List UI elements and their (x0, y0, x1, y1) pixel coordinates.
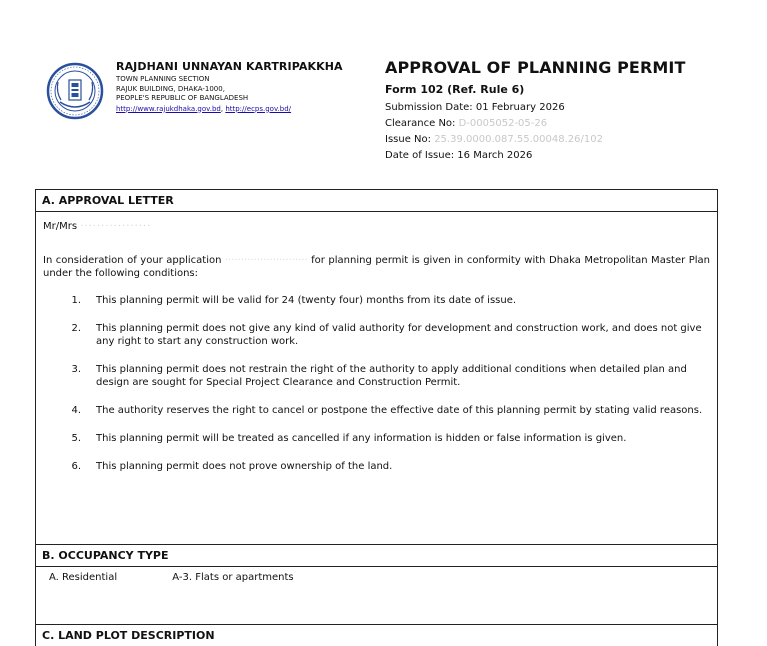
list-item (67, 294, 710, 307)
intro-text-start: In consideration of your application (43, 255, 222, 266)
issue-number (385, 132, 685, 148)
section-heading: A. APPROVAL LETTER (36, 190, 717, 212)
conditions-list (43, 294, 710, 473)
occupancy-type: A. Residential (49, 572, 118, 583)
org-address-line: RAJUK BUILDING, DHAKA-1000, (116, 84, 225, 93)
section-heading: B. OCCUPANCY TYPE (36, 545, 717, 567)
condition-number: 4. (71, 405, 81, 416)
condition-number: 6. (71, 461, 81, 472)
org-links: http://www.rajukdhaka.gov.bd, http://ecps.gov.bd/ (116, 104, 292, 113)
date-of-issue: Date of Issue: 16 March 2026 (385, 150, 533, 161)
condition-number: 1. (71, 295, 81, 306)
occupancy-subtype: A-3. Flats or apartments (172, 572, 294, 583)
occupancy-row (36, 567, 717, 588)
rajuk-seal-logo (46, 62, 104, 120)
permit-info (385, 58, 685, 164)
condition-number: 2. (71, 323, 81, 334)
issue-label: Issue No: (385, 134, 435, 145)
intro-text-end: for planning permit is given in conformity with Dhaka Metropolitan Master Plan under the following conditions: (43, 255, 710, 279)
org-name: RAJDHANI UNNAYAN KARTRIPAKKHA (116, 60, 343, 73)
list-item (67, 460, 710, 473)
condition-text: This planning permit does not give any kind of valid authority for development and construction work, and does not give any right to start any construction work. (96, 323, 702, 347)
org-address-line: PEOPLE'S REPUBLIC OF BANGLADESH (116, 94, 249, 102)
approval-letter-section (35, 189, 718, 544)
list-item (67, 432, 710, 445)
list-item (67, 404, 710, 417)
org-address-line: TOWN PLANNING SECTION (116, 75, 210, 83)
permit-title: APPROVAL OF PLANNING PERMIT (385, 58, 686, 77)
salutation (43, 220, 710, 233)
condition-text: This planning permit will be valid for 24 (twenty four) months from its date of issue. (96, 295, 517, 306)
rajuk-website-link[interactable]: http://www.rajukdhaka.gov.bd (116, 104, 221, 113)
ecps-website-link[interactable]: http://ecps.gov.bd/ (225, 104, 292, 113)
salutation-label: Mr/Mrs (43, 221, 78, 232)
condition-text: This planning permit does not restrain the right of the authority to apply additional conditions when detailed plan and design are sought for Special Project Clearance and Construction Permit. (96, 364, 687, 388)
submission-date: Submission Date: 01 February 2026 (385, 102, 565, 113)
section-heading: C. LAND PLOT DESCRIPTION (36, 625, 717, 646)
intro-paragraph (43, 254, 710, 280)
redacted-name: ················· (80, 221, 152, 232)
land-plot-section (35, 624, 718, 646)
list-item (67, 363, 710, 389)
redacted-application-number: ·························· (224, 255, 308, 266)
occupancy-type-section (35, 544, 718, 624)
list-item (67, 322, 710, 348)
clearance-value: D-0005052-05-26 (458, 118, 548, 129)
issue-value: 25.39.0000.087.55.00048.26/102 (434, 134, 603, 145)
condition-text: The authority reserves the right to cancel or postpone the effective date of this planning permit by stating valid reasons. (96, 405, 703, 416)
condition-text: This planning permit will be treated as cancelled if any information is hidden or false information is given. (96, 433, 627, 444)
condition-number: 3. (71, 364, 81, 375)
clearance-label: Clearance No: (385, 118, 459, 129)
condition-number: 5. (71, 433, 81, 444)
condition-text: This planning permit does not prove ownership of the land. (96, 461, 393, 472)
organization-header (116, 60, 343, 114)
clearance-number (385, 116, 685, 132)
form-reference: Form 102 (Ref. Rule 6) (385, 83, 525, 96)
